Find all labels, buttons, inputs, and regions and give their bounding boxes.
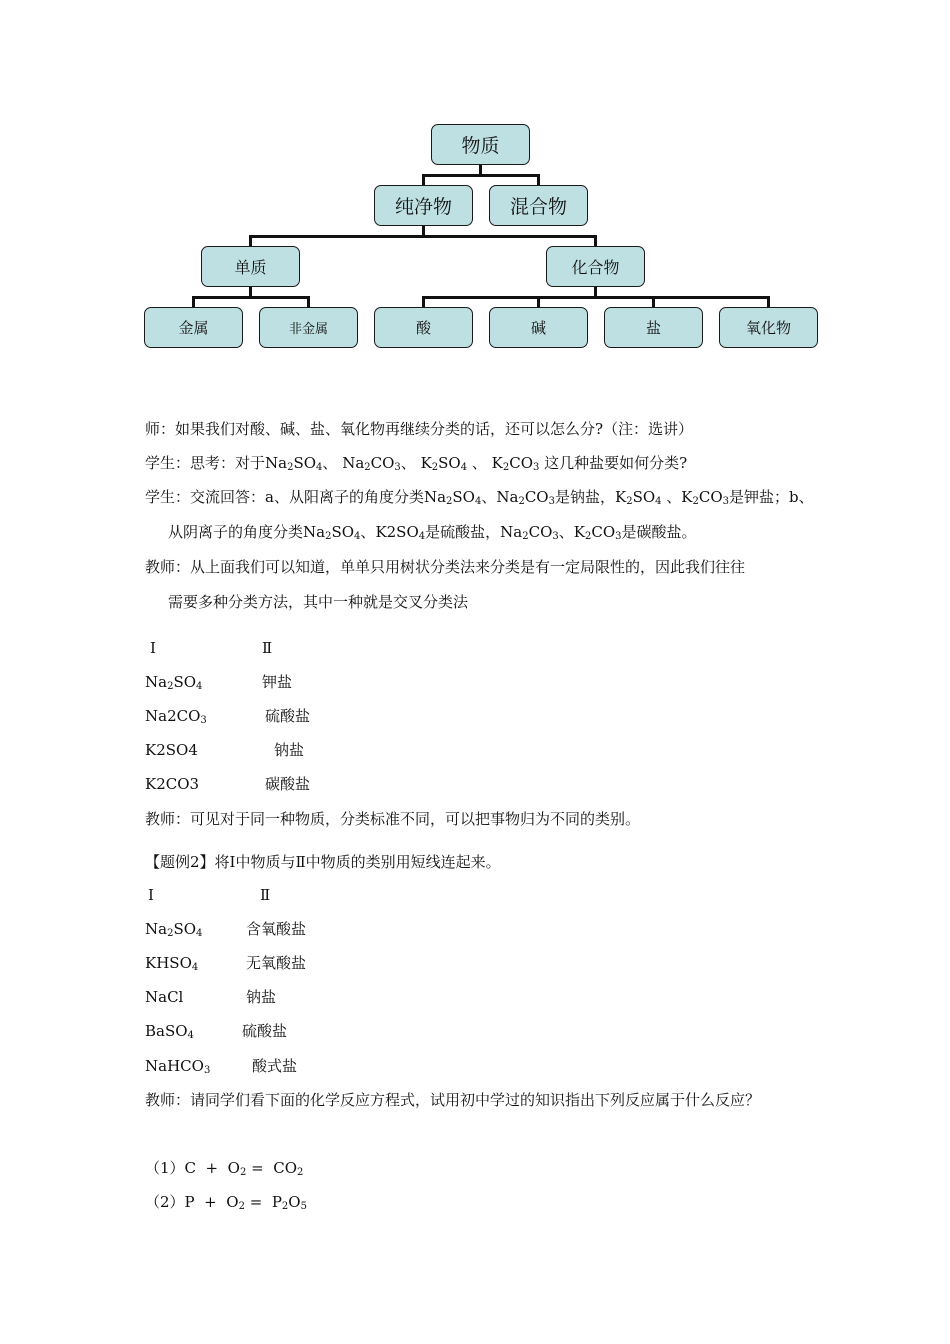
table1-right: 硫酸盐 xyxy=(265,707,311,725)
node-compound: 化合物 xyxy=(546,246,645,287)
table1-col1-header: Ⅰ xyxy=(150,639,156,657)
table1-right: 碳酸盐 xyxy=(265,775,311,793)
student-think: 学生：思考：对于$Na_2SO_4$、 $Na_2CO_3$、 $K_2SO_4$ 、 $K_2CO_3$ 这几种盐要如何分类? xyxy=(145,454,688,473)
potassium-salt-text: 是钾盐；b、 xyxy=(729,488,814,506)
table1-left: K2SO4 xyxy=(145,741,198,759)
anion-prefix: 从阴离子的角度分类 xyxy=(168,523,304,541)
teacher-reaction: 教师：请同学们看下面的化学反应方程式，试用初中学过的知识指出下列反应属于什么反应？ xyxy=(145,1091,761,1109)
table2-right: 无氧酸盐 xyxy=(246,954,307,972)
k2so4-text: K2SO xyxy=(375,523,419,541)
student-answer-line1: 学生：交流回答：a、从阳离子的角度分类$Na_2SO_4$、$Na_2CO_3$是钠盐，$K_2SO_4$ 、$K_2CO_3$是钾盐；b、 xyxy=(145,488,814,507)
table2-left-na2so4: $Na_2SO_4$ xyxy=(145,920,203,939)
table2-left: NaCl xyxy=(145,988,184,1006)
table1-left: K2CO3 xyxy=(145,775,200,793)
node-acid: 酸 xyxy=(374,307,473,348)
node-mixture: 混合物 xyxy=(489,185,588,226)
teacher-tree-line1: 教师：从上面我们可以知道，单单只用树状分类法来分类是有一定局限性的，因此我们往往 xyxy=(145,558,746,576)
table1-col2-header: Ⅱ xyxy=(262,639,273,657)
classification-tree xyxy=(0,0,950,360)
student-answer-prefix: 学生：交流回答：a、从阳离子的角度分类 xyxy=(145,488,424,506)
connector xyxy=(422,174,540,177)
equation-2: $(2)P + O_2 = P_2O_5$ xyxy=(145,1193,307,1212)
table2-col1-header: Ⅰ xyxy=(148,886,154,904)
table2-col2-header: Ⅱ xyxy=(260,886,271,904)
table2-right: 硫酸盐 xyxy=(242,1022,288,1040)
table2-left-nahco3: NaHCO$_3$ xyxy=(145,1057,211,1076)
carbonate-text: 是碳酸盐。 xyxy=(621,523,697,541)
node-pure-substance: 纯净物 xyxy=(374,185,473,226)
node-metal: 金属 xyxy=(144,307,243,348)
student-think-prefix: 学生：思考：对于 xyxy=(145,454,266,472)
table2-right: 含氧酸盐 xyxy=(246,920,307,938)
table1-left-na2co3: $Na2CO_3$ xyxy=(145,707,207,726)
table2-right: 酸式盐 xyxy=(252,1057,298,1075)
node-base: 碱 xyxy=(489,307,588,348)
node-element: 单质 xyxy=(201,246,300,287)
teacher-conclusion: 教师：可见对于同一种物质，分类标准不同，可以把事物归为不同的类别。 xyxy=(145,810,641,828)
sulfate-text: 是硫酸盐， xyxy=(425,523,501,541)
node-nonmetal: 非金属 xyxy=(259,307,358,348)
table2-left-khso4: $KHSO_4$ xyxy=(145,954,199,973)
table1-right: 钾盐 xyxy=(262,673,293,691)
student-think-suffix: 这几种盐要如何分类? xyxy=(544,454,688,472)
node-matter: 物质 xyxy=(431,124,530,165)
connector xyxy=(192,296,310,299)
student-answer-line2: 从阴离子的角度分类$Na_2SO_4$、$K2SO_4$是硫酸盐，$Na_2CO_3$、$K_2CO_3$是碳酸盐。 xyxy=(168,523,697,542)
equation-1: $(1)C + O_2 = CO_2$ xyxy=(145,1159,304,1178)
node-salt: 盐 xyxy=(604,307,703,348)
node-oxide: 氧化物 xyxy=(719,307,818,348)
sodium-salt-text: 是钠盐， xyxy=(554,488,615,506)
teacher-question: 师：如果我们对酸、碱、盐、氧化物再继续分类的话，还可以怎么分?（注：选讲） xyxy=(145,420,694,438)
table2-left-baso4: BaSO$_4$ xyxy=(145,1022,194,1041)
teacher-tree-line2: 需要多种分类方法，其中一种就是交叉分类法 xyxy=(168,593,469,611)
example-title: 【题例2】将Ⅰ中物质与Ⅱ中物质的类别用短线连起来。 xyxy=(145,853,501,871)
connector xyxy=(422,296,770,299)
connector xyxy=(249,235,597,238)
table1-left-na2so4: $Na_2SO_4$ xyxy=(145,673,203,692)
table1-right: 钠盐 xyxy=(274,741,305,759)
table2-right: 钠盐 xyxy=(246,988,277,1006)
